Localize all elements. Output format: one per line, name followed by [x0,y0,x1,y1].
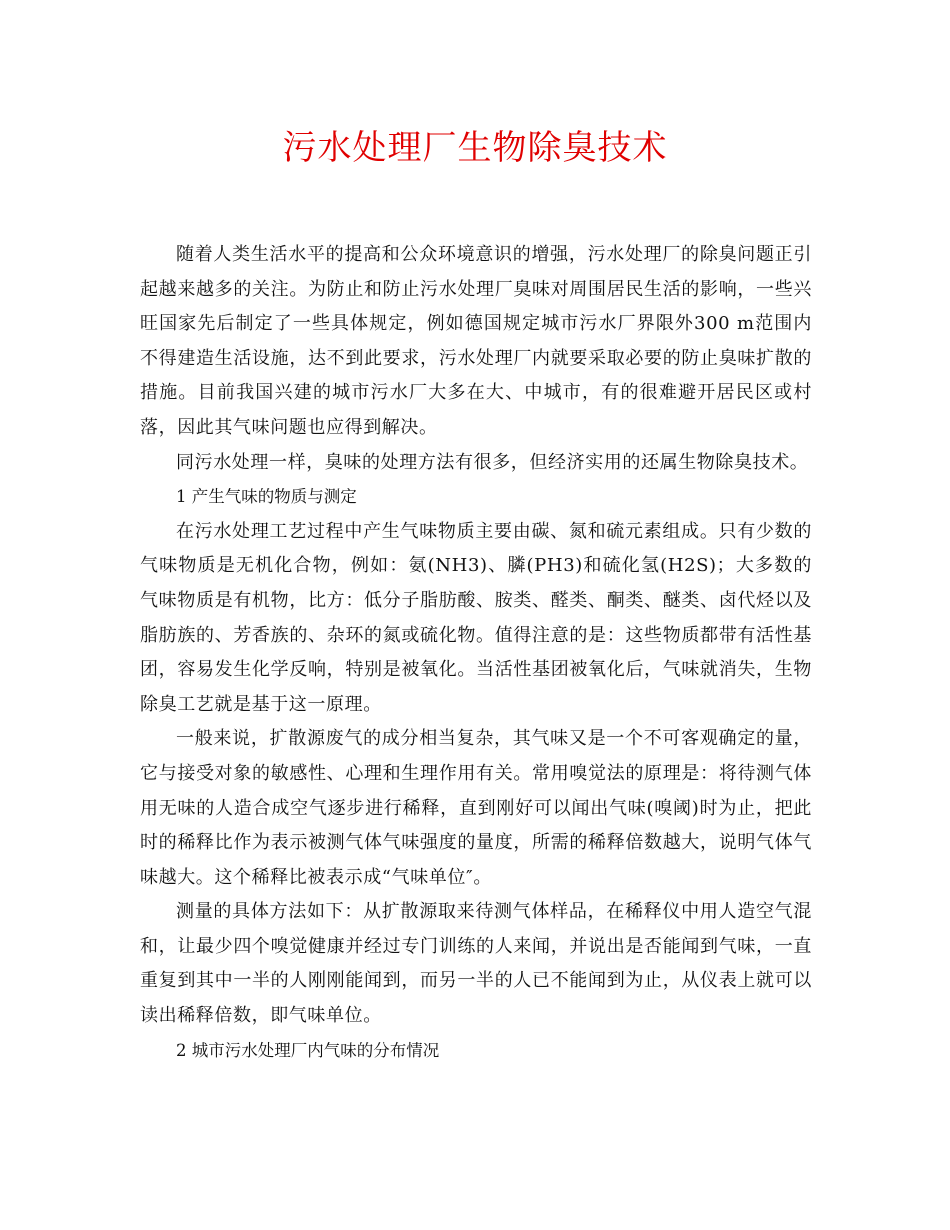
paragraph-measurement: 测量的具体方法如下：从扩散源取来待测气体样品，在稀释仪中用人造空气混和，让最少四个嗅觉健康并经过专门训练的人来闻，并说出是否能闻到气味，一直重复到其中一半的人刚刚能闻到，而另一半的人已不能闻到为止，从仪表上就可以读出稀释倍数，即气味单位。 [140,901,812,1027]
paragraph-method-summary: 同污水处理一样，臭味的处理方法有很多，但经济实用的还属生物除臭技术。 [176,451,809,473]
section-heading-1: 1 产生气味的物质与测定 [176,487,357,507]
document-body [140,238,812,1068]
section-heading-2: 2 城市污水处理厂内气味的分布情况 [176,1040,440,1060]
paragraph-olfactometry: 一般来说，扩散源废气的成分相当复杂，其气味又是一个不可客观确定的量，它与接受对象的敏感性、心理和生理作用有关。常用嗅觉法的原理是：将待测气体用无味的人造合成空气逐步进行稀释，直到刚好可以闻出气味(嗅阈)时为止，把此时的稀释比作为表示被测气体气味强度的量度，所需的稀释倍数越大，说明气体气味越大。这个稀释比被表示成“气味单位″。 [140,728,812,888]
paragraph-odor-substances: 在污水处理工艺过程中产生气味物质主要由碳、氮和硫元素组成。只有少数的气味物质是无机化合物，例如：氨(NH3)、膦(PH3)和硫化氢(H2S)；大多数的气味物质是有机物，比方：低分子脂肪酸、胺类、醛类、酮类、醚类、卤代烃以及脂肪族的、芳香族的、杂环的氮或硫化物。值得注意的是：这些物质都带有活性基团，容易发生化学反响，特别是被氧化。当活性基团被氧化后，气味就消失，生物除臭工艺就是基于这一原理。 [140,520,812,715]
document-title: 污水处理厂生物除臭技术 [282,128,668,168]
paragraph-intro: 随着人类生活水平的提高和公众环境意识的增强，污水处理厂的除臭问题正引起越来越多的关注。为防止和防止污水处理厂臭味对周围居民生活的影响，一些兴旺国家先后制定了一些具体规定，例如德国规定城市污水厂界限外300 m范围内不得建造生活设施，达不到此要求，污水处理厂内就要采取必要的防止臭味扩散的措施。目前我国兴建的城市污水厂大多在大、中城市，有的很难避开居民区或村落，因此其气味问题也应得到解决。 [140,244,812,438]
